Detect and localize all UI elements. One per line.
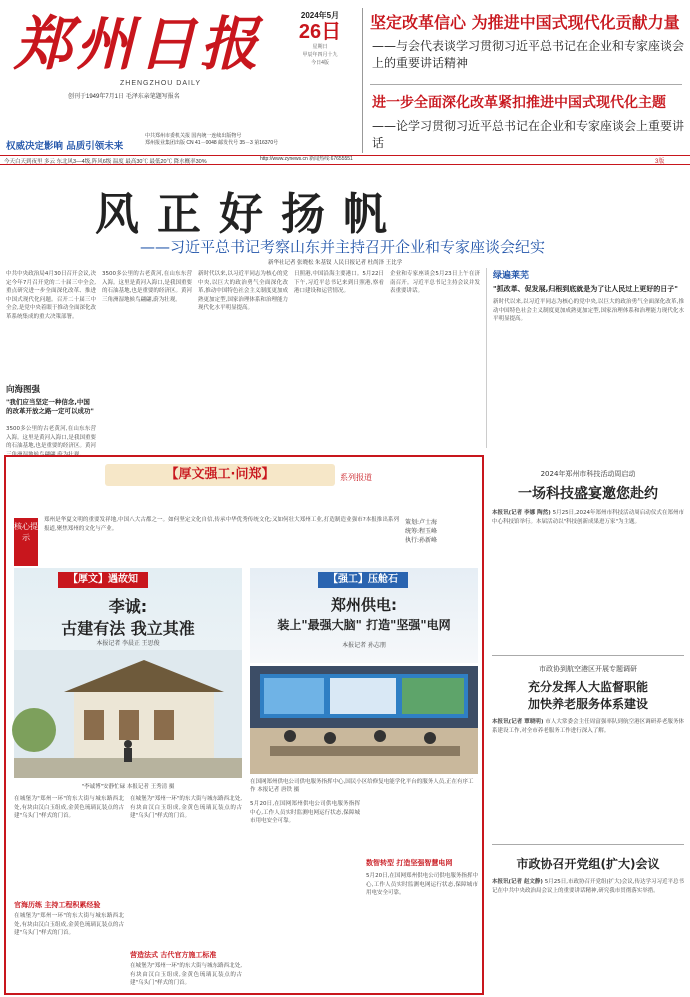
date-day: 26日 [298, 21, 342, 43]
control-room-photo [250, 666, 478, 774]
credit-planning: 策划:卢士海 [405, 519, 438, 526]
news-1-kicker: 2024年郑州市科技活动周启动 [540, 470, 636, 478]
left-feature-subhead-1: 官海历练 主持工程积累经验 [14, 901, 101, 909]
right-feature-text-1: 5月20日,在国网郑州供电公司供电服务指挥中心,工作人员实时监测电网运行状态,保障城市用电安全可靠。 [250, 801, 360, 824]
date-box [285, 10, 355, 110]
left-feature-panel [14, 568, 242, 778]
main-story-column-2: 3500多公里的古老黄河,在山东东营入海。这里是黄河入海口,是我国重要的石油基地,也是重要的经济区。黄河三角洲湿地候鸟翩翩,蔚为壮观。 [102, 271, 192, 303]
news-2-body [492, 718, 684, 838]
left-feature-text-2: 在城堡为"郑州一环"的东大街与城东路西北处,有块由汉白玉组成,金黄色琉璃瓦装点的古建"乌头门"样式的门首。 [14, 913, 124, 936]
left-feature-text-1: 在城堡为"郑州一环"的东大街与城东路西北处,有块由汉白玉组成,金黄色琉璃瓦装点的古建"乌头门"样式的门首。 [14, 796, 124, 819]
right-feature-caption [250, 778, 478, 794]
news-2-kicker: 市政协到航空港区开展专题调研 [539, 665, 637, 673]
news-1-body [492, 509, 684, 649]
main-story-byline: 新华社记者 张晓松 朱基钗 人民日报记者 杜尚泽 王比学 [268, 260, 403, 266]
website-info[interactable]: http://www.zynews.cn 新闻热线:67655551 [260, 156, 353, 162]
main-story-column-4: 日照港,中国沿海主要港口。5月22日下午,习近平总书记来到日照港,察看港口建设和运营情况。 [294, 271, 384, 294]
credit-coordination: 统筹:程玉峰 [405, 528, 438, 535]
page-reference[interactable]: 3版 [655, 159, 665, 165]
masthead-logo: 郑州日报 [14, 10, 263, 78]
edition-count: 今日4版 [311, 60, 329, 66]
news-2-text: 市人大常委会主任周富强率队到航空港区调研养老服务体系建设工作,对全市养老服务工作进行深入了解。 [492, 719, 684, 734]
pubinfo-line2: 郑州报业集团出版 CN 41－0048 邮发代号 35－3 第16370号 [145, 140, 279, 146]
left-feature-tag: 【厚文】遇故知 [58, 572, 148, 588]
news-3-title[interactable]: 市政协召开党组(扩大)会议 [516, 857, 660, 871]
news-3-byline: 本报讯(记者 赵文静) [492, 879, 543, 885]
publication-info [145, 133, 360, 147]
right-feature-title-1[interactable]: 郑州供电: [331, 596, 397, 614]
credit-execution: 执行:孙新峰 [405, 537, 438, 544]
headline-divider [370, 84, 682, 85]
sidebar-commentary-title[interactable]: 绿遍莱芜 [493, 271, 530, 281]
news-1-byline: 本报讯(记者 李娜 陶然) [492, 510, 551, 516]
feature-intro: 郑州是华夏文明的重要发祥地,中国八大古都之一。如何坚定文化自信,传承中华优秀传统文化;又如何壮大郑州工业,打造制造业强市?本报推出系列报道,聚焦郑州的文化与产业。 [44, 517, 399, 532]
left-feature-title-2[interactable]: 古建有法 我立其准 [61, 619, 195, 638]
ancient-building-photo [14, 650, 242, 778]
headline-2[interactable]: 进一步全面深化改革紧扣推进中国式现代化主题 [372, 95, 666, 111]
core-tip-badge: 核心提示 [14, 518, 38, 566]
right-feature-title-2[interactable]: 装上"最强大脑" 打造"坚强"电网 [277, 618, 451, 632]
sidebar-commentary-quote: "抓改革、促发展,归根到底就是为了让人民过上更好的日子" [493, 285, 678, 293]
main-story-column-3: 新时代以来,以习近平同志为核心的党中央,以巨大的政治勇气全面深化改革,推动中国特色社会主义制度更加成熟更加定型,国家治理体系和治理能力现代化水平明显提高。 [198, 271, 288, 311]
right-feature-panel [250, 568, 478, 663]
sidebar-commentary-body: 新时代以来,以习近平同志为核心的党中央,以巨大的政治勇气全面深化改革,推动中国特色社会主义制度更加成熟更加定型,国家治理体系和治理能力现代化水平明显提高。 [493, 299, 684, 322]
right-feature-caption-credit: 本报记者 唐铁 摄 [257, 787, 300, 793]
feature-credits [405, 518, 437, 545]
right-feature-text-2: 5月20日,在国网郑州供电公司供电服务指挥中心,工作人员实时监测电网运行状态,保障城市用电安全可靠。 [366, 873, 478, 896]
pubinfo-line1: 中共郑州市委机关报 国内统一连续出版物号 [145, 133, 242, 139]
right-feature-tag: 【强工】压舱石 [318, 572, 408, 588]
date-lunar: 甲辰年四月十九 [302, 52, 338, 58]
news-divider-1 [492, 655, 684, 656]
news-3-text: 5月25日,市政协召开党组(扩大)会议,传达学习习近平总书记在中共中央政治局会议上的重要讲话精神,研究我市贯彻落实举措。 [492, 879, 684, 894]
main-story-subtitle: ——习近平总书记考察山东并主持召开企业和专家座谈会纪实 [140, 238, 546, 256]
right-feature-subhead: 数智转型 打造坚强智慧电网 [366, 859, 453, 867]
news-1-text: 5月25日,2024年郑州市科技活动周启动仪式在郑州市中心科技馆举行。本届活动以"科技创新成果进万家"为主题。 [492, 510, 685, 525]
date-year-month: 2024年5月 [300, 11, 340, 20]
right-news-column [492, 455, 684, 995]
main-story-subhead: 向海图强 [6, 385, 41, 395]
news-2-title-b[interactable]: 加快养老服务体系建设 [527, 697, 648, 711]
left-feature-byline: 本报记者 李晨正 王思俊 [96, 641, 160, 647]
feature-banner-note: 系列报道 [340, 473, 372, 482]
left-feature-text-4: 在城堡为"郑州一环"的东大街与城东路西北处,有块由汉白玉组成,金黄色琉璃瓦装点的古建"乌头门"样式的门首。 [130, 963, 242, 986]
right-feature-caption-text: 在国网郑州供电公司供电服务指挥中心,国民小区给修复电能学化平台的服务人员,正在有序工作 [250, 779, 474, 793]
left-feature-caption: "李诚博"安静忙碌 本报记者 王秀清 摄 [81, 784, 175, 790]
left-feature-subhead-2: 营造法式 古代官方施工标准 [130, 951, 217, 959]
masthead-english-name: ZHENGZHOU DAILY [120, 80, 201, 87]
left-feature-title-1[interactable]: 李诚: [108, 597, 148, 616]
main-story-column-1b: 3500多公里的古老黄河,在山东东营入海。这里是黄河入海口,是我国重要的石油基地,也是重要的经济区。黄河 [6, 426, 96, 449]
news-3-body [492, 878, 684, 978]
right-feature-byline: 本报记者 孙志朋 [342, 643, 386, 649]
main-story-quote: "我们应当坚定一种信念,中国的改革开放之路一定可以成功" [6, 398, 94, 415]
main-story-title[interactable]: 风正好扬帆 [95, 189, 405, 240]
headline-1[interactable]: 坚定改革信心 为推进中国式现代化贡献力量 [370, 13, 680, 32]
news-2-byline: 本报讯(记者 覃晓明) [492, 719, 544, 725]
left-feature-text-3: 在城堡为"郑州一环"的东大街与城东路西北处,有块由汉白玉组成,金黄色琉璃瓦装点的古建"乌头门"样式的门首。 [130, 796, 242, 819]
sidebar-commentary [486, 268, 684, 448]
news-divider-2 [492, 844, 684, 845]
main-story-column-5: 企业和专家座谈会5月23日上午在济南召开。习近平总书记主持会议并发表重要讲话。 [390, 271, 480, 294]
main-story-column-1: 中共中央政治局4月30日召开会议,决定今年7月召开党的二十届三中全会,重点研究进一步全面深化改革、推进中国式现代化问题。召开二十届三中全会,是党中央着眼于推动全面深化改革系统集成的重大决策部署。 [6, 271, 96, 320]
news-2-title-a[interactable]: 充分发挥人大监督职能 [527, 680, 648, 694]
headline-1-subtitle: ——与会代表谈学习贯彻习近平总书记在企业和专家座谈会上的重要讲话精神 [372, 39, 685, 70]
date-weekday: 星期日 [312, 44, 328, 50]
headline-2-subtitle: ——论学习贯彻习近平总书记在企业和专家座谈会上重要讲话 [372, 119, 685, 150]
founding-note: 创刊于1949年7月1日 毛泽东亲笔题写报名 [68, 94, 180, 100]
masthead-divider [362, 8, 363, 153]
weather-text: 今天白天到夜里 多云 东北风3—4级,阵风6级 温度 最高30℃ 最低20℃ 降水概率30% [4, 159, 207, 165]
news-1-title[interactable]: 一场科技盛宴邀您赴约 [518, 486, 658, 502]
tagline: 权威决定影响 品质引领未来 [6, 141, 124, 152]
feature-banner[interactable]: 【厚文强工·问郑】 [105, 464, 335, 486]
